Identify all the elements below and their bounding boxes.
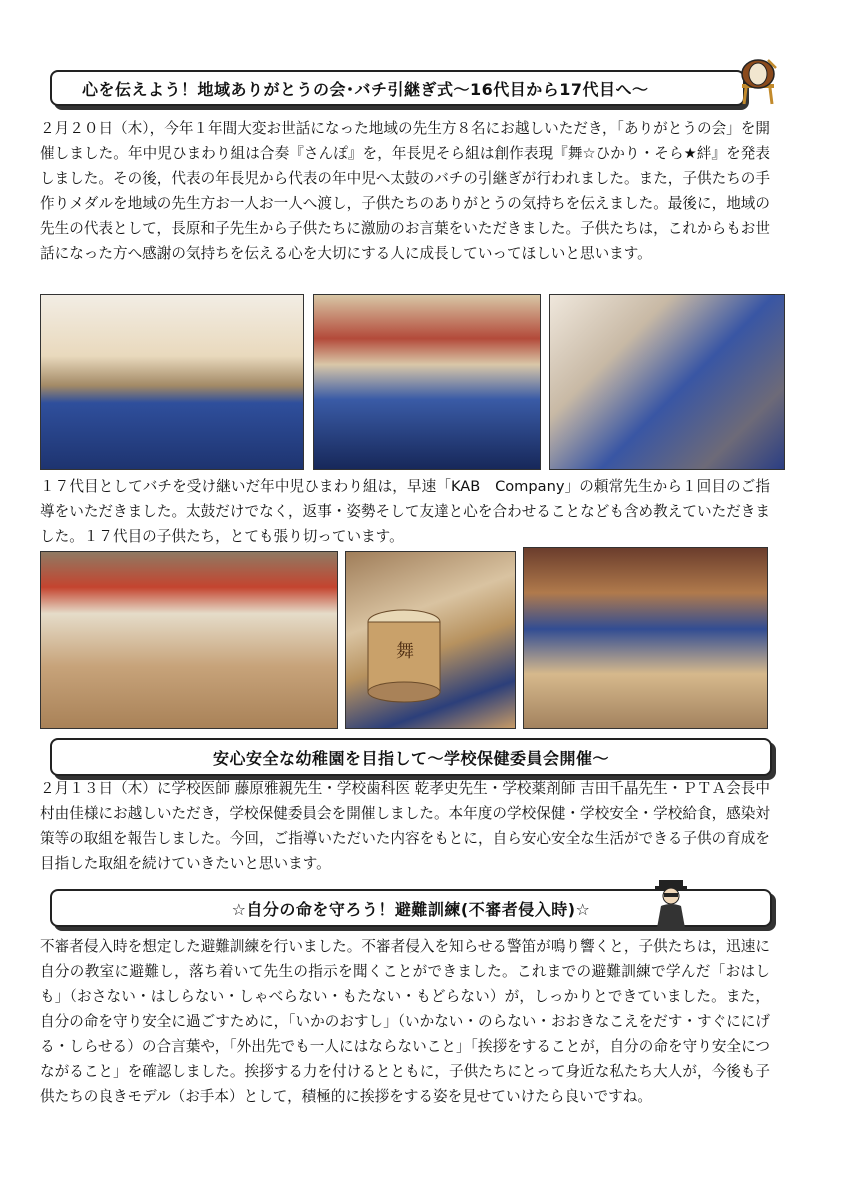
taiko-drum-icon (738, 58, 778, 106)
photo-ceremony-hall (40, 294, 304, 470)
drum-character: 舞 (396, 641, 414, 662)
photo-medal-presentation (549, 294, 785, 470)
photo-drum-lesson-hall (40, 551, 338, 729)
section-heading-thanks-ceremony (50, 70, 745, 106)
heading-text: ☆自分の命を守ろう！避難訓練(不審者侵入時)☆ (231, 899, 591, 919)
heading-text: 心を伝えよう！地域ありがとうの会･バチ引継ぎ式～16代目から17代目へ～ (82, 79, 649, 99)
photo-child-with-drum (345, 551, 516, 729)
photo-children-with-drums (523, 547, 768, 729)
evacuation-drill-paragraph: 不審者侵入時を想定した避難訓練を行いました。不審者侵入を知らせる警笛が鳴り響くと，子供たちは，迅速に自分の教室に避難し，落ち着いて先生の指示を聞くことができました。これまでの避難訓練で学んだ「おはしも」（おさない・はしらない・しゃべらない・もたない・もどらない）が，しっかりとできていました。また，自分の命を守り安全に過ごすために，「いかのおすし」（いかない・のらない・おおきなこえをだす・すぐににげる・しらせる）の合言葉や，「外出先でも一人にはならないこと」「挨拶をすることが，自分の命を守り安全につながること」を確認しました。挨拶する力を付けるとともに，子供たちにとって身近な私たち大人が，今後も子供たちの良きモデル（お手本）として，積極的に挨拶をする姿を見せていけたら良いですね。 (40, 938, 770, 1105)
suspicious-person-icon (651, 878, 691, 930)
photo-children-performing (313, 294, 541, 470)
heading-text: 安心安全な幼稚園を目指して～学校保健委員会開催～ (212, 748, 609, 768)
section-heading-health-committee (50, 738, 772, 776)
thanks-ceremony-paragraph: ２月２０日（木），今年１年間大変お世話になった地域の先生方８名にお越しいただき，「ありがとうの会」を開催しました。年中児ひまわり組は合奏『さんぽ』を，年長児そら組は創作表現『舞☆ひかり・そら★絆』を発表しました。その後，代表の年長児から代表の年中児へ太鼓のバチの引継ぎが行われました。また，子供たちの手作りメダルを地域の先生方お一人お一人へ渡し，子供たちのありがとうの気持ちを伝えました。最後に，地域の先生の代表として，長原和子先生から子供たちに激励のお言葉をいただきました。子供たちは，これからもお世話になった方へ感謝の気持ちを伝える心を大切にする人に成長していってほしいと思います。 (40, 120, 770, 262)
health-committee-paragraph: ２月１３日（木）に学校医師 藤原雅親先生・学校歯科医 乾孝史先生・学校薬剤師 吉田千晶先生・ＰＴＡ会長中村由佳様にお越しいただき，学校保健委員会を開催しました。本年度の学校保健・学校安全・学校給食，感染対策等の取組を報告しました。今回，ご指導いただいた内容をもとに，自ら安心安全な生活ができる子供の育成を目指した取組を続けていきたいと思います。 (40, 780, 770, 872)
drum-lesson-paragraph: １７代目としてバチを受け継いだ年中児ひまわり組は，早速「KAB Company」の頼常先生から１回目のご指導をいただきました。太鼓だけでなく，返事・姿勢そして友達と心を合わせることなども含め教えていただきました。１７代目の子供たち，とても張り切っています。 (40, 478, 770, 545)
